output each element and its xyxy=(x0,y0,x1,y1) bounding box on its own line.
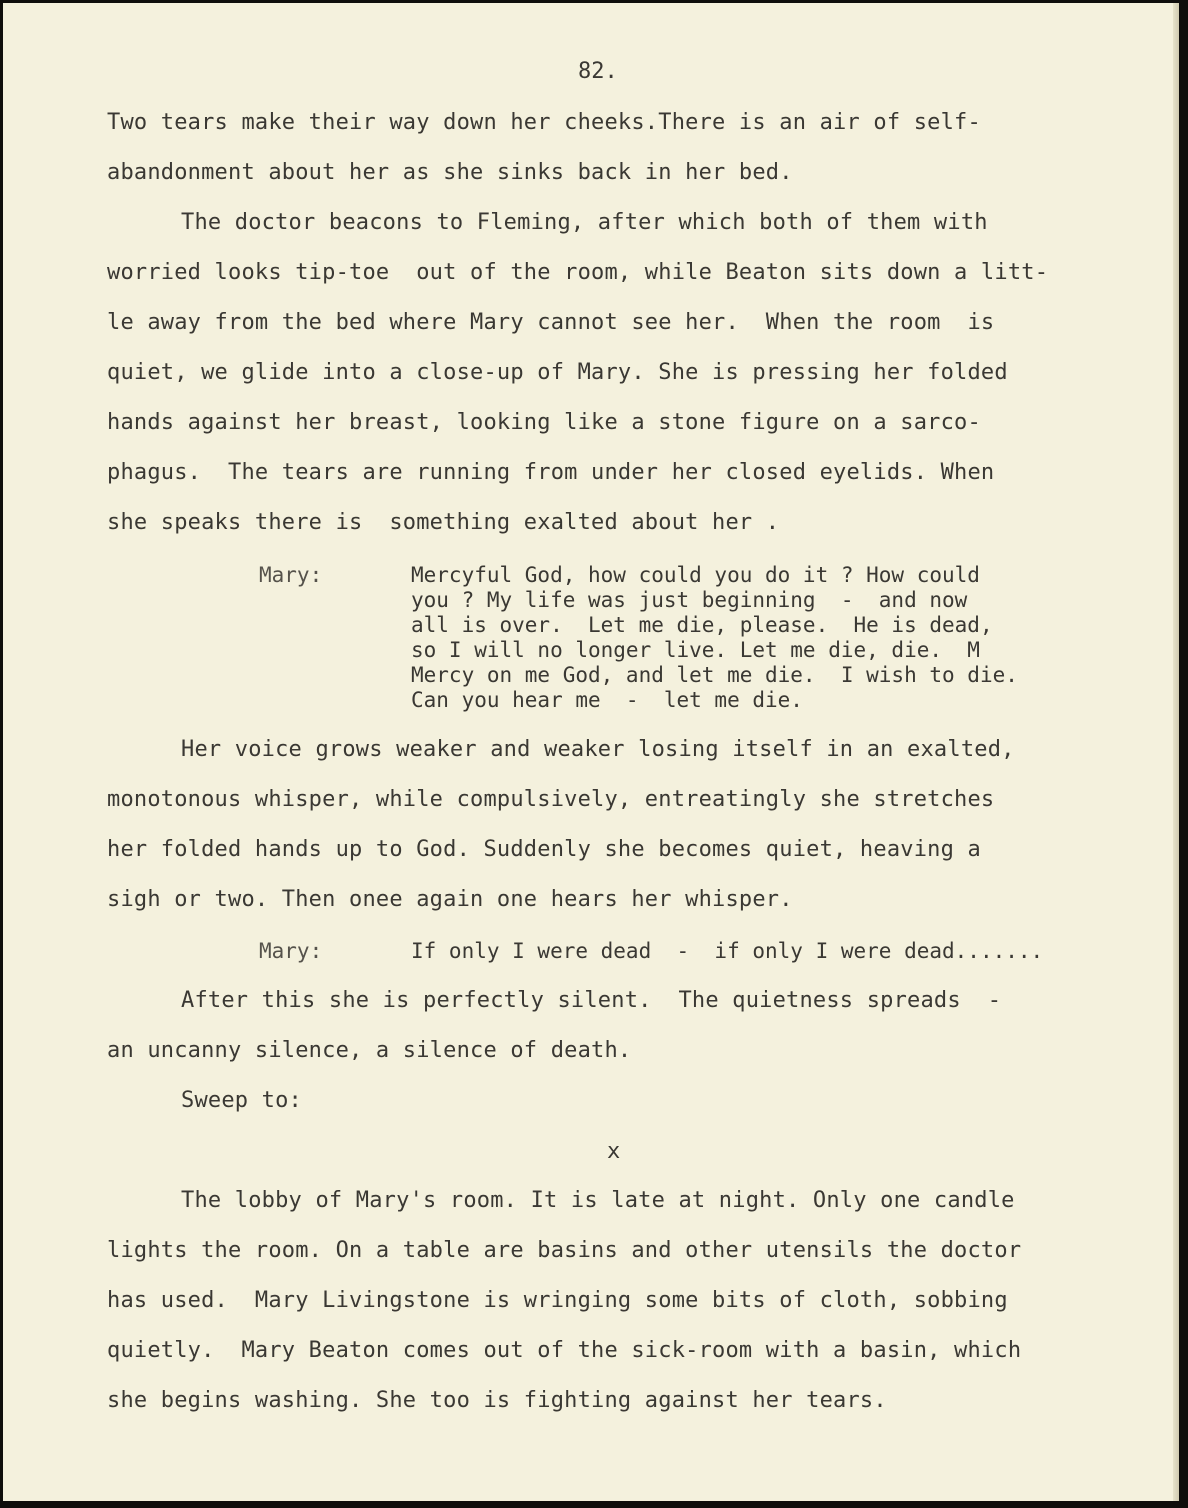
text-line: lights the room. On a table are basins and other utensils the doctor xyxy=(107,1238,1022,1263)
scene-break-marker: x xyxy=(607,1139,621,1164)
text-line: monotonous whisper, while compulsively, entreatingly she stretches xyxy=(107,787,995,812)
dialogue-line: Mercy on me God, and let me die. I wish to die. xyxy=(411,663,1018,687)
text-line: hands against her breast, looking like a stone figure on a sarco- xyxy=(107,410,981,435)
text-line: The lobby of Mary's room. It is late at night. Only one candle xyxy=(181,1188,1015,1213)
text-line: has used. Mary Livingstone is wringing some bits of cloth, sobbing xyxy=(107,1288,1008,1313)
text-line: After this she is perfectly silent. The quietness spreads - xyxy=(181,988,1002,1013)
page-number: 82. xyxy=(578,59,618,84)
dialogue-line: all is over. Let me die, please. He is dead, xyxy=(411,613,993,637)
text-line: her folded hands up to God. Suddenly she becomes quiet, heaving a xyxy=(107,837,981,862)
text-line: The doctor beacons to Fleming, after which both of them with xyxy=(181,210,988,235)
dialogue-speaker: Mary: xyxy=(259,939,323,963)
text-line: worried looks tip-toe out of the room, while Beaton sits down a litt- xyxy=(107,260,1049,285)
dialogue-speaker: Mary: xyxy=(259,563,323,587)
text-line: sigh or two. Then onee again one hears her whisper. xyxy=(107,887,793,912)
dialogue-line: Can you hear me - let me die. xyxy=(411,688,803,712)
text-line: Two tears make their way down her cheeks.There is an air of self- xyxy=(107,110,981,135)
text-line: Sweep to: xyxy=(181,1088,303,1113)
typewritten-page xyxy=(3,3,1179,1501)
dialogue-line: you ? My life was just beginning - and now xyxy=(411,588,968,612)
dialogue-line: If only I were dead - if only I were dead....... xyxy=(411,939,1044,963)
dialogue-line: Mercyful God, how could you do it ? How could xyxy=(411,563,980,587)
text-line: abandonment about her as she sinks back in her bed. xyxy=(107,160,793,185)
text-line: an uncanny silence, a silence of death. xyxy=(107,1038,632,1063)
text-line: she speaks there is something exalted about her . xyxy=(107,510,780,535)
text-line: Her voice grows weaker and weaker losing itself in an exalted, xyxy=(181,737,1015,762)
page-edge xyxy=(1173,3,1179,1501)
dialogue-line: so I will no longer live. Let me die, die. M xyxy=(411,638,980,662)
text-line: she begins washing. She too is fighting against her tears. xyxy=(107,1388,887,1413)
text-line: quietly. Mary Beaton comes out of the sick-room with a basin, which xyxy=(107,1338,1022,1363)
text-line: phagus. The tears are running from under her closed eyelids. When xyxy=(107,460,995,485)
text-line: quiet, we glide into a close-up of Mary. She is pressing her folded xyxy=(107,360,1008,385)
text-line: le away from the bed where Mary cannot see her. When the room is xyxy=(107,310,995,335)
